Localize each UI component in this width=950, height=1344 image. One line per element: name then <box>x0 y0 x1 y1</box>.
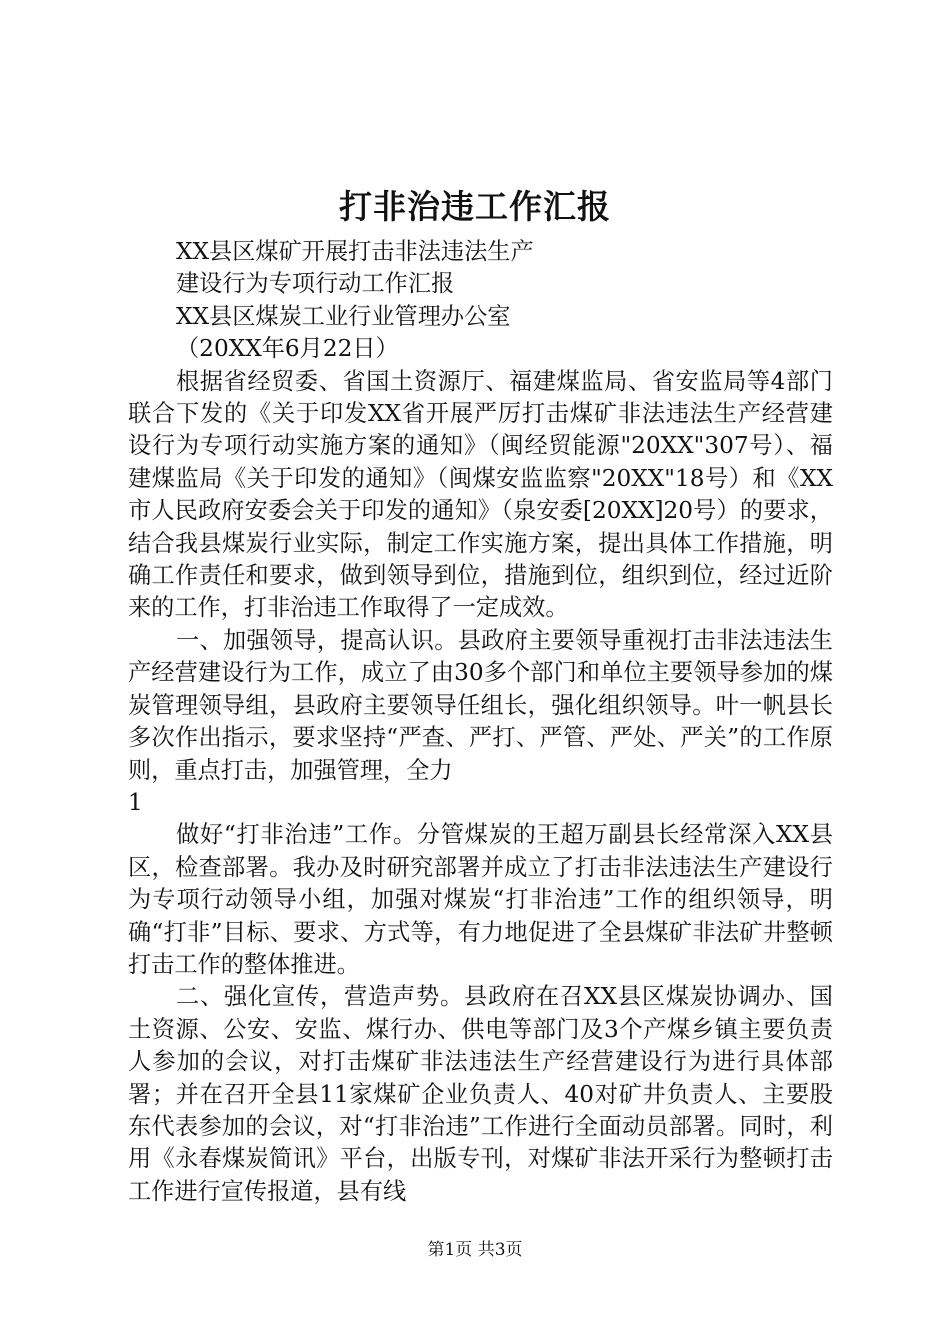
page-marker: 1 <box>128 788 143 816</box>
paragraph-section-1: 一、加强领导，提高认识。县政府主要领导重视打击非法违法生产经营建设行为工作，成立了由30多个部门和单位主要领导参加的煤炭管理领导组，县政府主要领导任组长，强化组织领导。叶一帆县长多次作出指示，要求坚持“严查、严打、严管、严处、严关”的工作原则，重点打击，加强管理，全力 <box>128 626 833 784</box>
page-footer: 第1页 共3页 <box>427 1240 523 1260</box>
header-line-date: （20XX年6月22日） <box>176 335 399 363</box>
header-line-1: XX县区煤矿开展打击非法违法生产 <box>176 238 534 265</box>
document-body <box>128 236 833 1208</box>
paragraph-section-2: 二、强化宣传，营造声势。县政府在召XX县区煤炭协调办、国土资源、公安、安监、煤行办、供电等部门及3个产煤乡镇主要负责人参加的会议，对打击煤矿非法违法生产经营建设行为进行具体部署；并在召开全县11家煤矿企业负责人、40对矿井负责人、主要股东代表参加的会议，对“打非治违”工作进行全面动员部署。同时，利用《永春煤炭简讯》平台，出版专刊，对煤矿非法开采行为整顿打击工作进行宣传报道，县有线 <box>128 983 833 1205</box>
document-title: 打非治违工作汇报 <box>339 187 611 226</box>
paragraph-intro: 根据省经贸委、省国土资源厅、福建煤监局、省安监局等4部门联合下发的《关于印发XX省开展严厉打击煤矿非法违法生产经营建设行为专项行动实施方案的通知》（闽经贸能源"20XX"307号）、福建煤监局《关于印发的通知》（闽煤安监监察"20XX"18号）和《XX市人民政府安委会关于印发的通知》（泉安委[20XX]20号）的要求，结合我县煤炭行业实际，制定工作实施方案，提出具体工作措施，明确工作责任和要求，做到领导到位，措施到位，组织到位，经过近阶来的工作，打非治违工作取得了一定成效。 <box>128 367 833 622</box>
header-line-2: 建设行为专项行动工作汇报 <box>176 270 455 298</box>
paragraph-section-1-continued: 做好“打非治违”工作。分管煤炭的王超万副县长经常深入XX县区，检查部署。我办及时研究部署并成立了打击非法违法生产建设行为专项行动领导小组，加强对煤炭“打非治违”工作的组织领导，明确“打非”目标、要求、方式等，有力地促进了全县煤矿非法矿井整顿打击工作的整体推进。 <box>128 821 833 978</box>
header-line-3: XX县区煤炭工业行业管理办公室 <box>176 302 511 330</box>
